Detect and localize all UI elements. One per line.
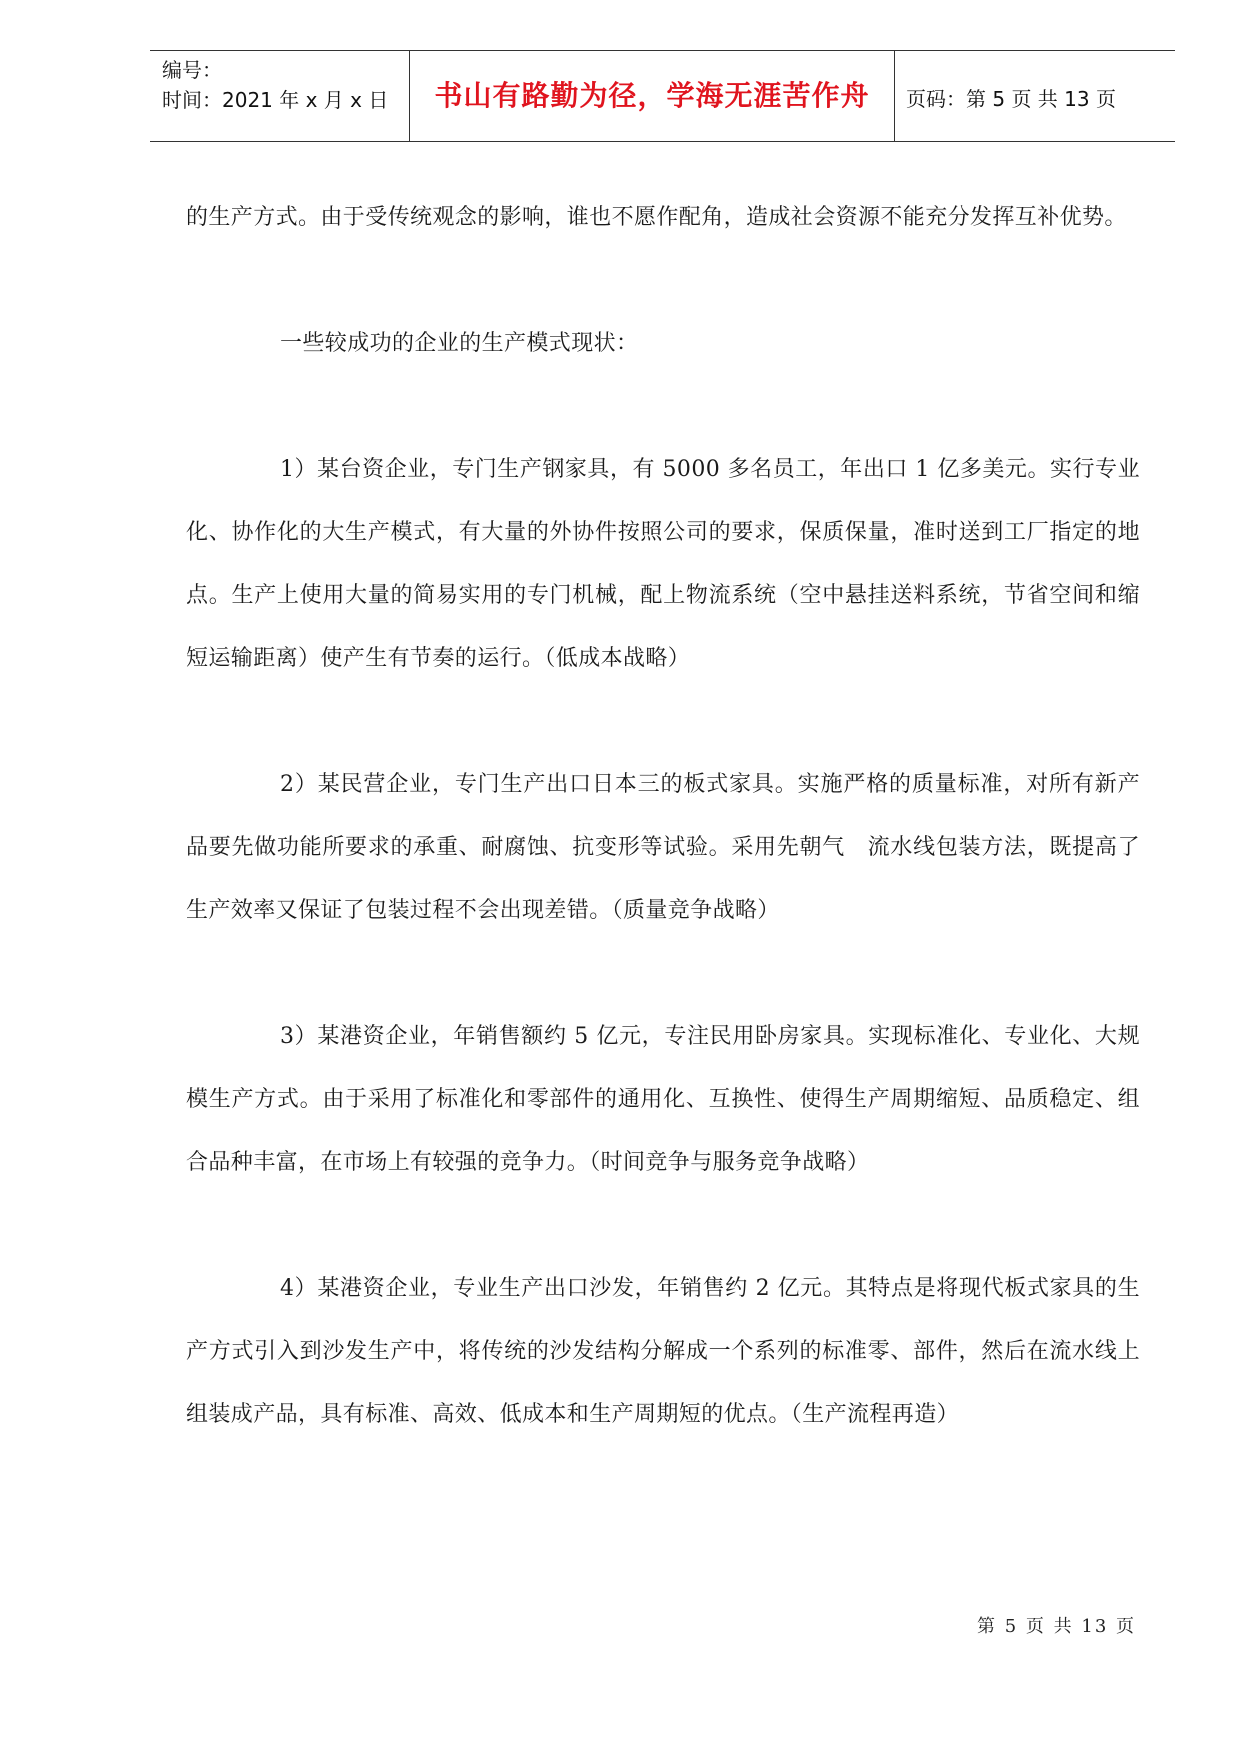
document-number-label: 编号： (162, 58, 222, 82)
list-item: 4）某港资企业，专业生产出口沙发，年销售约 2 亿元。其特点是将现代板式家具的生产方式引入到沙发生产中，将传统的沙发结构分解成一个系列的标准零、部件，然后在流水线上组装成产品，具有标准、高效、低成本和生产周期短的优点。（生产流程再造） (186, 1276, 1140, 1427)
header-motto: 书山有路勤为径，学海无涯苦作舟 (434, 79, 870, 112)
header-page-info: 页码：第 5 页 共 13 页 (906, 87, 1116, 111)
paragraph-intro: 一些较成功的企业的生产模式现状： (280, 331, 639, 356)
paragraph-continuation: 的生产方式。由于受传统观念的影响，谁也不愿作配角，造成社会资源不能充分发挥互补优势。 (186, 205, 1127, 230)
document-date: 时间：2021 年 x 月 x 日 (162, 88, 389, 112)
page-header (150, 50, 1175, 142)
list-item: 3）某港资企业，年销售额约 5 亿元，专注民用卧房家具。实现标准化、专业化、大规模生产方式。由于采用了标准化和零部件的通用化、互换性、使得生产周期缩短、品质稳定、组合品种丰富，在市场上有较强的竞争力。（时间竞争与服务竞争战略） (186, 1024, 1140, 1175)
document-body (186, 186, 1140, 1446)
page-footer: 第 5 页 共 13 页 (977, 1616, 1136, 1637)
list-item: 1）某台资企业，专门生产钢家具，有 5000 多名员工，年出口 1 亿多美元。实行专业化、协作化的大生产模式，有大量的外协件按照公司的要求，保质保量，准时送到工厂指定的地点。生产上使用大量的简易实用的专门机械，配上物流系统（空中悬挂送料系统，节省空间和缩短运输距离）使产生有节奏的运行。（低成本战略） (186, 457, 1140, 671)
header-divider (894, 51, 895, 141)
list-item: 2）某民营企业，专门生产出口日本三的板式家具。实施严格的质量标准，对所有新产品要先做功能所要求的承重、耐腐蚀、抗变形等试验。采用先朝气 流水线包装方法，既提高了生产效率又保证了包装过程不会出现差错。（质量竞争战略） (186, 772, 1140, 923)
